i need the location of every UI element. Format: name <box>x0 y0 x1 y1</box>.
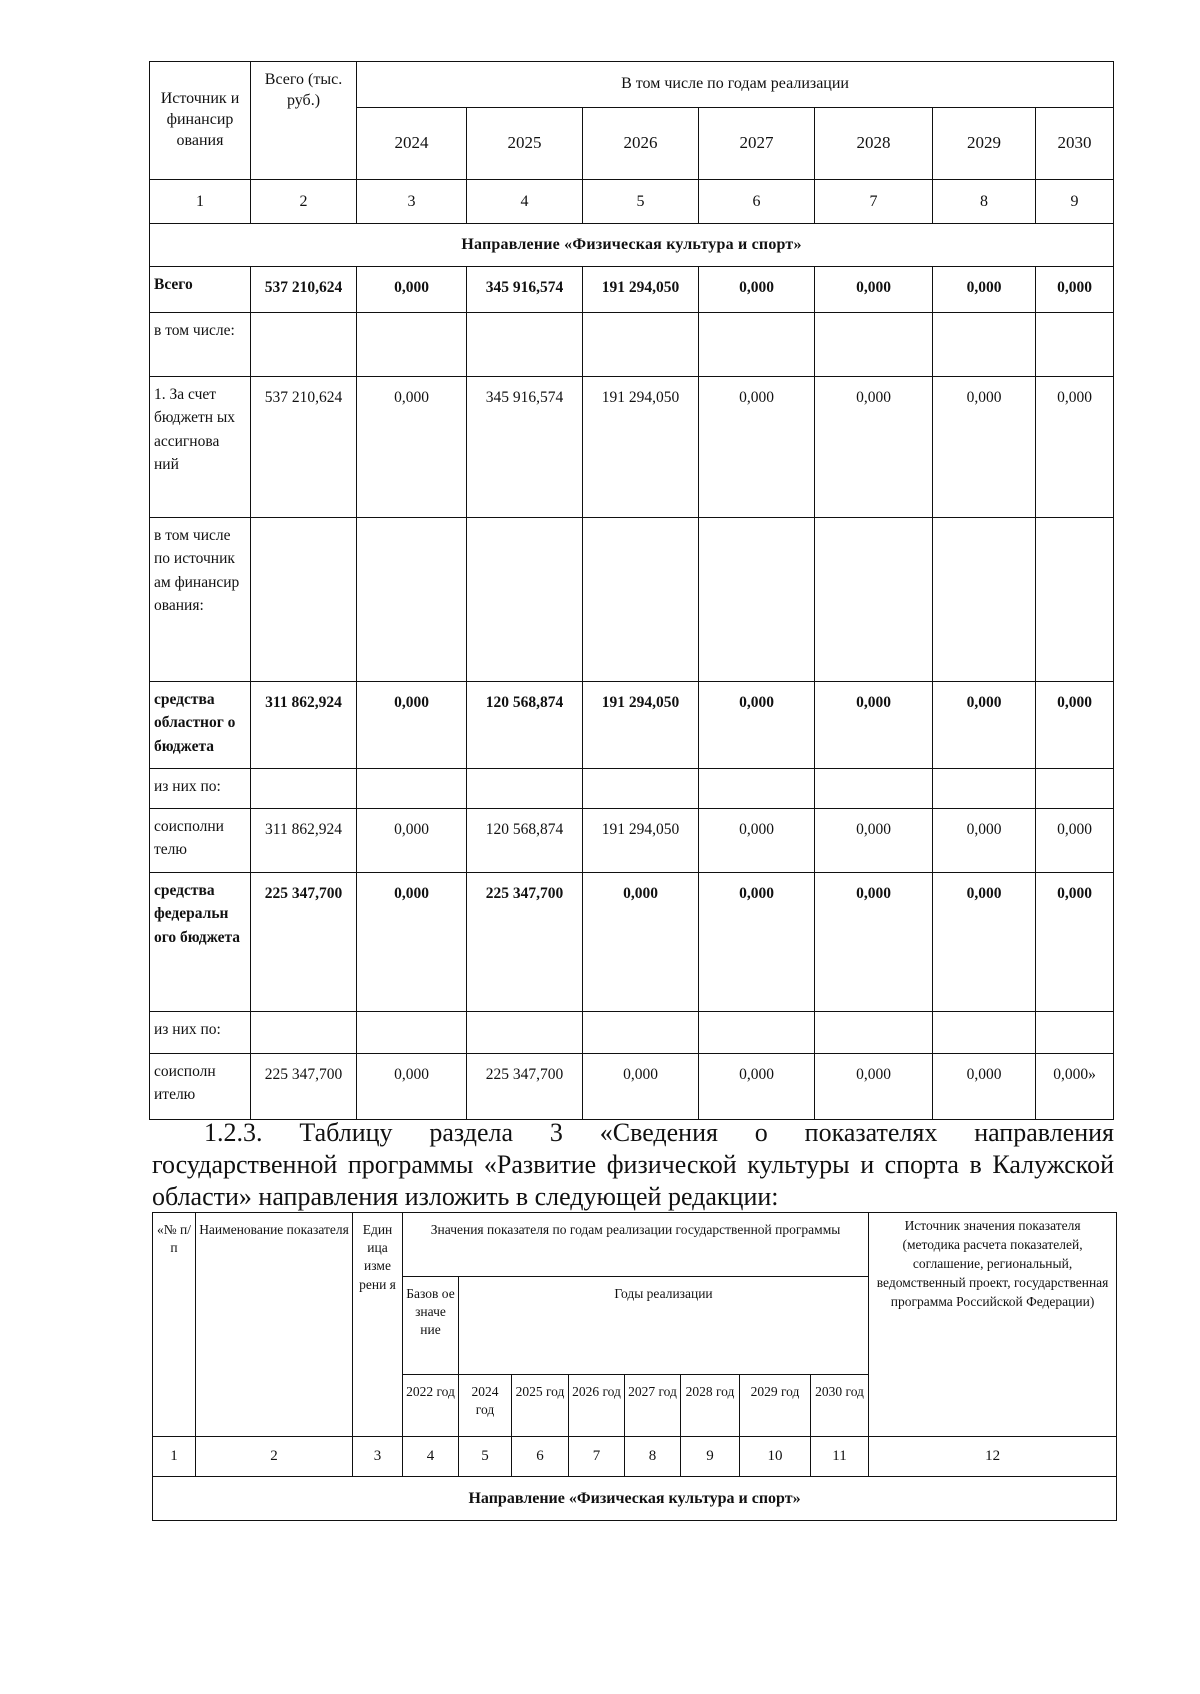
financing-row <box>150 518 1114 682</box>
header-total: Всего (тыс. руб.) <box>251 62 357 180</box>
financing-row <box>150 769 1114 809</box>
row-value: 191 294,050 <box>583 377 699 518</box>
years-header: Годы реализации <box>459 1277 869 1375</box>
row-label: соисполни телю <box>150 809 251 873</box>
row-value: 0,000 <box>357 1054 467 1120</box>
paragraph-rest: государственной программы «Развитие физической культуры и спорта в Калужской области» направления изложить в следующей редакции: <box>152 1150 1114 1211</box>
row-value <box>933 313 1036 377</box>
column-number: 8 <box>625 1437 681 1477</box>
row-value <box>583 518 699 682</box>
year-header: 2024 <box>357 108 467 180</box>
column-number: 2 <box>251 180 357 224</box>
year-header: 2025 <box>467 108 583 180</box>
row-value: 537 210,624 <box>251 267 357 313</box>
row-value <box>699 1012 815 1054</box>
row-value <box>467 313 583 377</box>
financing-row <box>150 682 1114 769</box>
row-label: из них по: <box>150 1012 251 1054</box>
row-value <box>467 1012 583 1054</box>
year-cell: 2024 год <box>459 1375 512 1437</box>
row-value: 0,000 <box>815 267 933 313</box>
column-number: 4 <box>467 180 583 224</box>
row-value: 120 568,874 <box>467 809 583 873</box>
row-value: 345 916,574 <box>467 377 583 518</box>
row-value: 0,000 <box>699 873 815 1012</box>
row-value: 0,000 <box>357 377 467 518</box>
financing-row <box>150 267 1114 313</box>
row-value <box>251 1012 357 1054</box>
column-number: 4 <box>403 1437 459 1477</box>
financing-row <box>150 377 1114 518</box>
row-value <box>583 769 699 809</box>
row-value: 0,000» <box>1036 1054 1114 1120</box>
base-year: 2022 год <box>403 1375 459 1437</box>
row-value <box>357 769 467 809</box>
year-header: 2027 <box>699 108 815 180</box>
row-value: 0,000 <box>1036 377 1114 518</box>
row-value <box>699 313 815 377</box>
year-cell: 2028 год <box>681 1375 740 1437</box>
financing-row <box>150 1054 1114 1120</box>
financing-rows <box>150 267 1114 1120</box>
row-label: средства федеральн ого бюджета <box>150 873 251 1012</box>
year-cell: 2029 год <box>740 1375 811 1437</box>
financing-table <box>149 61 1114 1120</box>
row-value <box>467 518 583 682</box>
year-cell: 2025 год <box>512 1375 569 1437</box>
paragraph-line-1: 1.2.3. Таблицу раздела 3 «Сведения о показателях направления <box>204 1118 1114 1147</box>
row-value: 225 347,700 <box>467 873 583 1012</box>
row-value: 0,000 <box>699 377 815 518</box>
financing-row <box>150 1012 1114 1054</box>
row-value <box>467 769 583 809</box>
financing-row <box>150 809 1114 873</box>
column-number: 9 <box>1036 180 1114 224</box>
row-value <box>251 518 357 682</box>
row-value: 120 568,874 <box>467 682 583 769</box>
row-value: 0,000 <box>1036 809 1114 873</box>
row-value <box>1036 518 1114 682</box>
row-value <box>583 1012 699 1054</box>
financing-row <box>150 313 1114 377</box>
row-value <box>699 518 815 682</box>
row-value <box>815 313 933 377</box>
row-value: 191 294,050 <box>583 267 699 313</box>
column-number: 1 <box>153 1437 196 1477</box>
row-value: 0,000 <box>583 873 699 1012</box>
row-value: 191 294,050 <box>583 682 699 769</box>
column-number: 3 <box>357 180 467 224</box>
column-number: 5 <box>583 180 699 224</box>
row-value: 0,000 <box>357 873 467 1012</box>
amendment-paragraph <box>152 1117 1114 1213</box>
row-value <box>251 313 357 377</box>
indicators-table <box>152 1212 1117 1521</box>
row-value: 0,000 <box>699 1054 815 1120</box>
year-header: 2029 <box>933 108 1036 180</box>
row-value: 0,000 <box>583 1054 699 1120</box>
row-label: соисполн ителю <box>150 1054 251 1120</box>
row-label: Всего <box>150 267 251 313</box>
year-cell: 2026 год <box>569 1375 625 1437</box>
year-cell: 2030 год <box>811 1375 869 1437</box>
year-header: 2026 <box>583 108 699 180</box>
row-label: в том числе: <box>150 313 251 377</box>
row-value: 0,000 <box>1036 873 1114 1012</box>
row-value: 345 916,574 <box>467 267 583 313</box>
column-number: 7 <box>815 180 933 224</box>
row-value: 0,000 <box>699 809 815 873</box>
column-number: 6 <box>699 180 815 224</box>
row-value: 191 294,050 <box>583 809 699 873</box>
row-label: в том числе по источник ам финансир ования: <box>150 518 251 682</box>
row-value: 0,000 <box>357 267 467 313</box>
column-number: 6 <box>512 1437 569 1477</box>
row-value: 225 347,700 <box>467 1054 583 1120</box>
column-number: 8 <box>933 180 1036 224</box>
row-value <box>1036 1012 1114 1054</box>
row-value: 0,000 <box>815 682 933 769</box>
row-value: 0,000 <box>815 873 933 1012</box>
row-value: 0,000 <box>815 1054 933 1120</box>
row-value <box>251 769 357 809</box>
year-cell: 2027 год <box>625 1375 681 1437</box>
column-number: 1 <box>150 180 251 224</box>
row-value <box>583 313 699 377</box>
col-unit-header: Един ица изме рени я <box>353 1213 403 1437</box>
row-value: 0,000 <box>933 682 1036 769</box>
base-value-header: Базов ое значе ние <box>403 1277 459 1375</box>
col-no-header: «№ п/п <box>153 1213 196 1437</box>
column-number: 11 <box>811 1437 869 1477</box>
row-value <box>815 518 933 682</box>
row-label: из них по: <box>150 769 251 809</box>
column-number: 9 <box>681 1437 740 1477</box>
year-header: 2030 <box>1036 108 1114 180</box>
section-title: Направление «Физическая культура и спорт» <box>153 1477 1117 1521</box>
column-number: 3 <box>353 1437 403 1477</box>
column-number: 12 <box>869 1437 1117 1477</box>
row-value <box>357 1012 467 1054</box>
row-value <box>357 313 467 377</box>
row-value: 311 862,924 <box>251 682 357 769</box>
row-value: 0,000 <box>815 377 933 518</box>
row-value: 0,000 <box>1036 682 1114 769</box>
col-name-header: Наименование показателя <box>196 1213 353 1437</box>
row-value: 0,000 <box>933 1054 1036 1120</box>
column-number: 7 <box>569 1437 625 1477</box>
header-source: Источник и финансир ования <box>150 62 251 180</box>
col-source-header: Источник значения показателя (методика расчета показателей, соглашение, региональный, ведомственный проект, государственная программа Российской Федерации) <box>869 1213 1117 1437</box>
financing-row <box>150 873 1114 1012</box>
row-value: 0,000 <box>699 682 815 769</box>
row-value <box>815 769 933 809</box>
row-value: 225 347,700 <box>251 1054 357 1120</box>
row-value <box>933 518 1036 682</box>
row-value <box>1036 769 1114 809</box>
row-value: 0,000 <box>933 809 1036 873</box>
row-value: 537 210,624 <box>251 377 357 518</box>
year-header: 2028 <box>815 108 933 180</box>
row-value: 0,000 <box>815 809 933 873</box>
column-number: 2 <box>196 1437 353 1477</box>
column-number: 10 <box>740 1437 811 1477</box>
row-value <box>933 1012 1036 1054</box>
row-value <box>357 518 467 682</box>
row-value <box>699 769 815 809</box>
row-value: 0,000 <box>699 267 815 313</box>
row-value: 0,000 <box>933 377 1036 518</box>
row-label: 1. За счет бюджетн ых ассигнова ний <box>150 377 251 518</box>
row-value: 0,000 <box>1036 267 1114 313</box>
row-value <box>933 769 1036 809</box>
row-value: 0,000 <box>933 267 1036 313</box>
header-by-years: В том числе по годам реализации <box>357 62 1114 108</box>
row-value <box>815 1012 933 1054</box>
row-value: 0,000 <box>357 809 467 873</box>
row-value: 225 347,700 <box>251 873 357 1012</box>
values-header: Значения показателя по годам реализации государственной программы <box>403 1213 869 1277</box>
row-value: 0,000 <box>357 682 467 769</box>
row-value: 0,000 <box>933 873 1036 1012</box>
column-number: 5 <box>459 1437 512 1477</box>
row-label: средства областног о бюджета <box>150 682 251 769</box>
row-value: 311 862,924 <box>251 809 357 873</box>
section-title: Направление «Физическая культура и спорт» <box>150 224 1114 267</box>
row-value <box>1036 313 1114 377</box>
